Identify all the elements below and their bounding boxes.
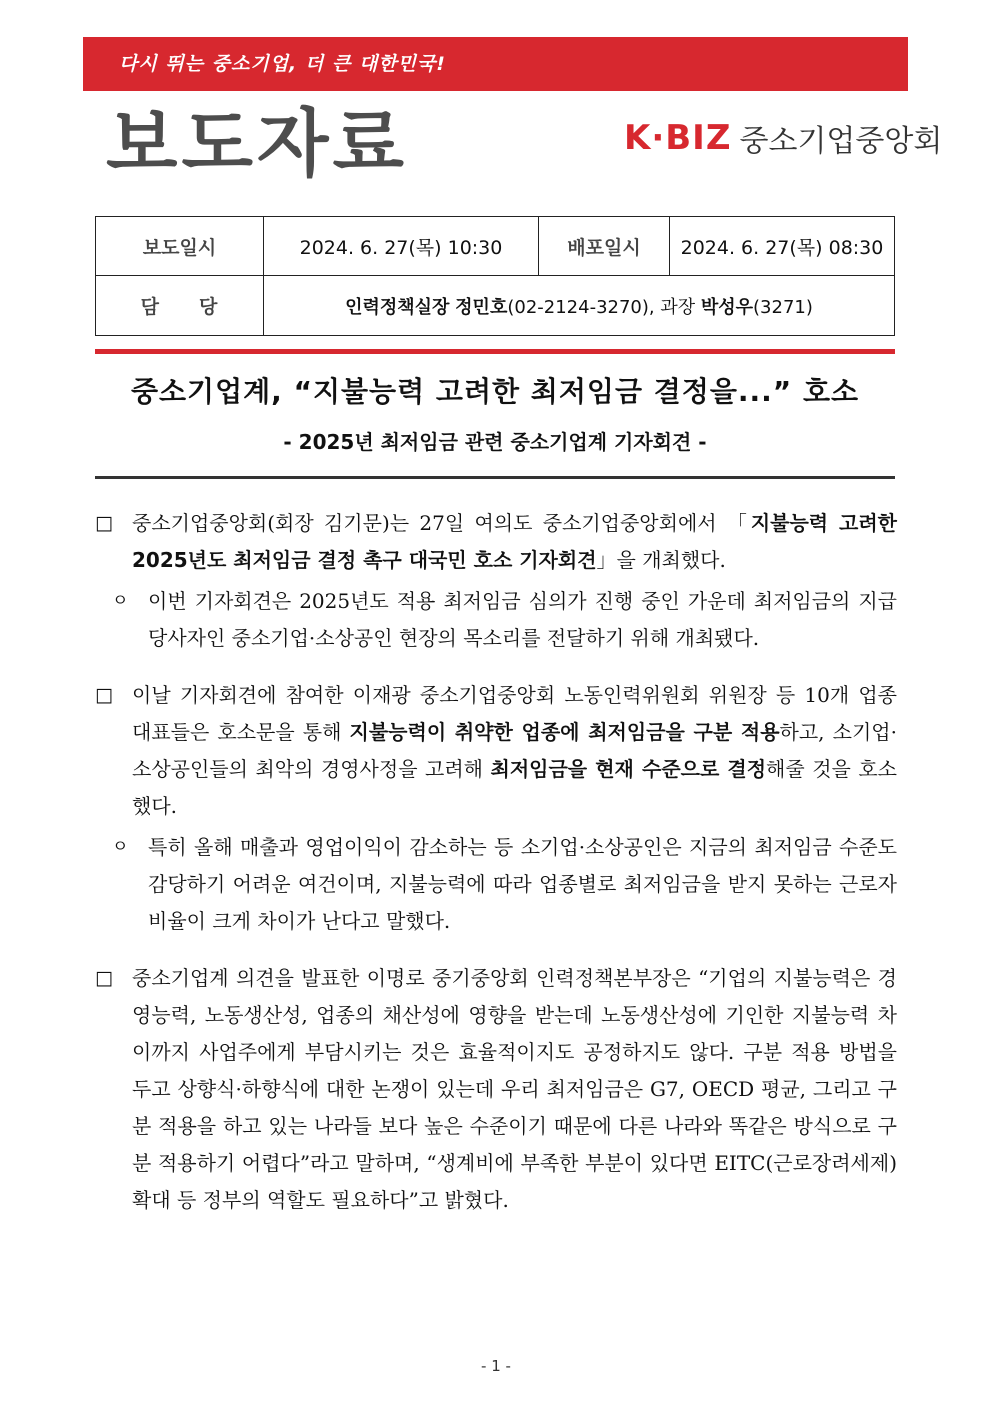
- document-type-title: 보도자료: [106, 101, 408, 187]
- contact-value: [264, 276, 895, 336]
- paragraph-text: 해줄 것을 호소했다.: [132, 757, 897, 818]
- paragraph-text: 하고, 소기업·소상공인들의 최악의 경영사정을 고려해: [132, 720, 897, 781]
- logo-org-name: 중소기업중앙회: [739, 124, 943, 159]
- kbiz-logo: [624, 118, 942, 158]
- square-bullet-icon: □: [95, 967, 113, 989]
- paragraph-2: [95, 677, 897, 825]
- paragraph-text: 」을 개최했다.: [596, 548, 726, 572]
- paragraph-3: [95, 960, 897, 1219]
- sub-paragraph-text: 이번 기자회견은 2025년도 적용 최저임금 심의가 진행 중인 가운데 최저임금의 지급 당사자인 중소기업·소상공인 현장의 목소리를 전달하기 위해 개최됐다.: [148, 589, 897, 650]
- article-body: [95, 505, 897, 1219]
- release-date-label: 보도일시: [96, 217, 264, 276]
- headline: 중소기업계, “지불능력 고려한 최저임금 결정을...” 호소: [130, 375, 860, 408]
- square-bullet-icon: □: [95, 512, 113, 534]
- emphasis-text: 지불능력 고려한 2025년도 최저임금 결정 촉구 대국민 호소 기자회견: [132, 511, 897, 572]
- circle-bullet-icon: ㅇ: [112, 591, 129, 611]
- release-info-table: [95, 216, 895, 336]
- sub-paragraph-text: 특히 올해 매출과 영업이익이 감소하는 등 소기업·소상공인은 지금의 최저임금 수준도 감당하기 어려운 여건이며, 지불능력에 따라 업종별로 최저임금을 받지 못하는 근로자 비율이 크게 차이가 난다고 말했다.: [148, 835, 897, 933]
- sub-paragraph-2: [95, 829, 897, 940]
- distribution-date-label: 배포일시: [539, 217, 670, 276]
- square-bullet-icon: □: [95, 684, 113, 706]
- slogan-text: 다시 뛰는 중소기업, 더 큰 대한민국!: [119, 53, 446, 75]
- subheadline: - 2025년 최저임금 관련 중소기업계 기자회견 -: [283, 430, 707, 454]
- slogan-banner: [83, 37, 908, 91]
- emphasis-text: 지불능력이 취약한 업종에 최저임금을 구분 적용: [349, 720, 780, 744]
- paragraph-text: 중소기업계 의견을 발표한 이명로 중기중앙회 인력정책본부장은 “기업의 지불능력은 경영능력, 노동생산성, 업종의 채산성에 영향을 받는데 노동생산성에 기인한 지불능력 차이까지 사업주에게 부담시키는 것은 효율적이지도 공정하지도 않다. 구분 적용 방법을 두고 상향식·하향식에 대한 논쟁이 있는데 우리 최저임금은 G7, OECD 평균, 그리고 구분 적용을 하고 있는 나라들 보다 높은 수준이기 때문에 다른 나라와 똑같은 방식으로 구분 적용하기 어렵다”라고 말하며, “생계비에 부족한 부분이 있다면 EITC(근로장려세제) 확대 등 정부의 역할도 필요하다”고 밝혔다.: [132, 966, 897, 1212]
- dark-divider: [95, 476, 895, 479]
- paragraph-text: 이날 기자회견에 참여한 이재광 중소기업중앙회 노동인력위원회 위원장 등 10개 업종 대표들은 호소문을 통해: [132, 683, 897, 744]
- distribution-date-value: 2024. 6. 27(목) 08:30: [670, 217, 895, 276]
- logo-mark: K·BIZ: [624, 118, 732, 158]
- contact-name-2: 박성우: [700, 296, 754, 318]
- contact-phone-2: (3271): [753, 296, 813, 318]
- circle-bullet-icon: ㅇ: [112, 837, 129, 857]
- contact-dept: 인력정책실장: [345, 296, 450, 318]
- sub-paragraph-1: [95, 583, 897, 657]
- paragraph-1: [95, 505, 897, 579]
- contact-phone-1: (02-2124-3270), 과장: [507, 296, 701, 318]
- red-divider: [95, 349, 895, 354]
- contact-label: 담당: [96, 276, 264, 336]
- emphasis-text: 최저임금을 현재 수준으로 결정: [490, 757, 767, 781]
- paragraph-text: 중소기업중앙회(회장 김기문)는 27일 여의도 중소기업중앙회에서 「: [132, 511, 751, 535]
- contact-name-1: 정민호: [455, 296, 508, 318]
- page-number: - 1 -: [481, 1357, 511, 1375]
- release-date-value: 2024. 6. 27(목) 10:30: [264, 217, 539, 276]
